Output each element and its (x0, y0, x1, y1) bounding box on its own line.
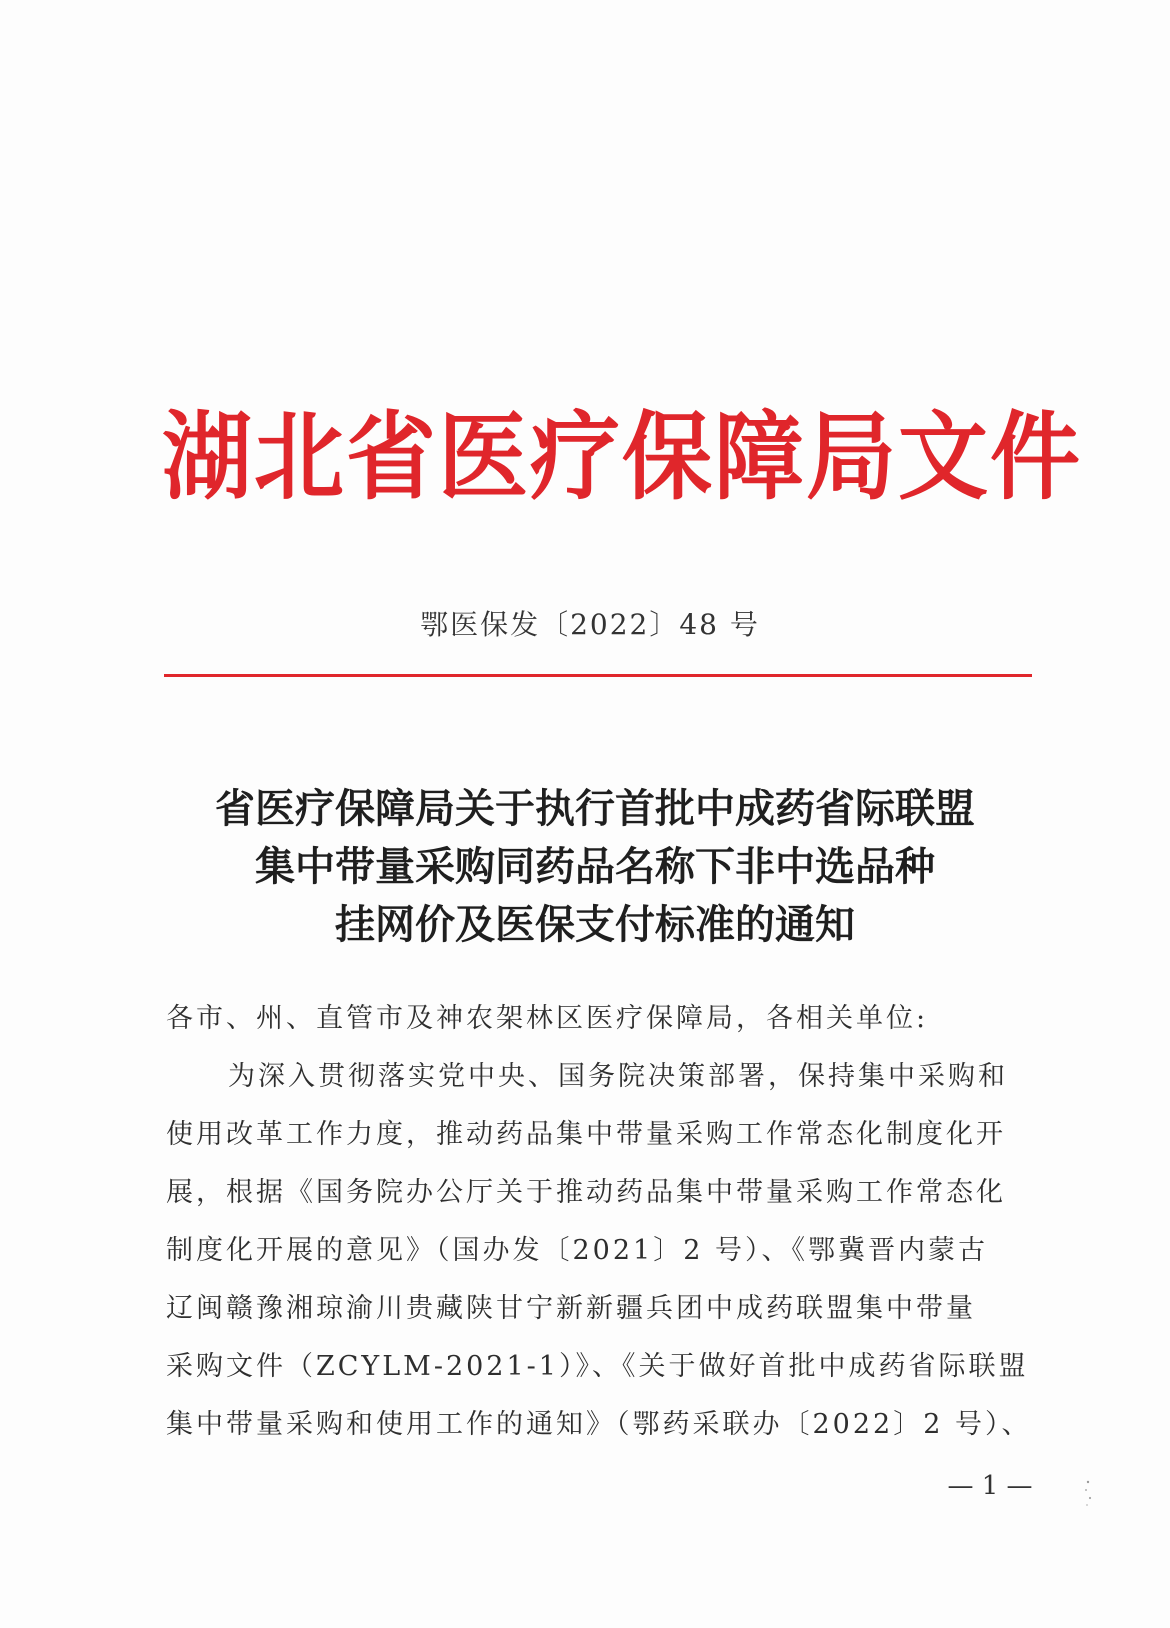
body-line-3: 展，根据《国务院办公厅关于推动药品集中带量采购工作常态化 (166, 1177, 1006, 1208)
body-line-1: 为深入贯彻落实党中央、国务院决策部署，保持集中采购和 (228, 1061, 1008, 1092)
notice-title-line-2: 集中带量采购同药品名称下非中选品种 (255, 843, 935, 890)
red-separator-line (164, 674, 1032, 677)
body-line-7: 集中带量采购和使用工作的通知》（鄂药采联办〔2022〕2 号）、 (166, 1409, 1032, 1440)
issuer-header-title: 湖北省医疗保障局文件 (162, 400, 1082, 514)
page-number: — 1 — (947, 1471, 1033, 1501)
body-line-5: 辽闽赣豫湘琼渝川贵藏陕甘宁新新疆兵团中成药联盟集中带量 (166, 1293, 976, 1324)
salutation-line: 各市、州、直管市及神农架林区医疗保障局，各相关单位: (166, 1003, 929, 1034)
body-line-4: 制度化开展的意见》（国办发〔2021〕2 号）、《鄂冀晋内蒙古 (166, 1235, 988, 1266)
scan-specks (1080, 1478, 1096, 1508)
notice-title (150, 780, 1040, 954)
body-line-6: 采购文件（ZCYLM-2021-1）》、《关于做好首批中成药省际联盟 (166, 1351, 1029, 1382)
document-number: 鄂医保发〔2022〕48 号 (420, 608, 760, 641)
notice-title-line-3: 挂网价及医保支付标准的通知 (335, 901, 855, 948)
body-line-2: 使用改革工作力度，推动药品集中带量采购工作常态化制度化开 (166, 1119, 1006, 1150)
notice-body (166, 990, 1036, 1454)
notice-title-line-1: 省医疗保障局关于执行首批中成药省际联盟 (215, 785, 975, 832)
